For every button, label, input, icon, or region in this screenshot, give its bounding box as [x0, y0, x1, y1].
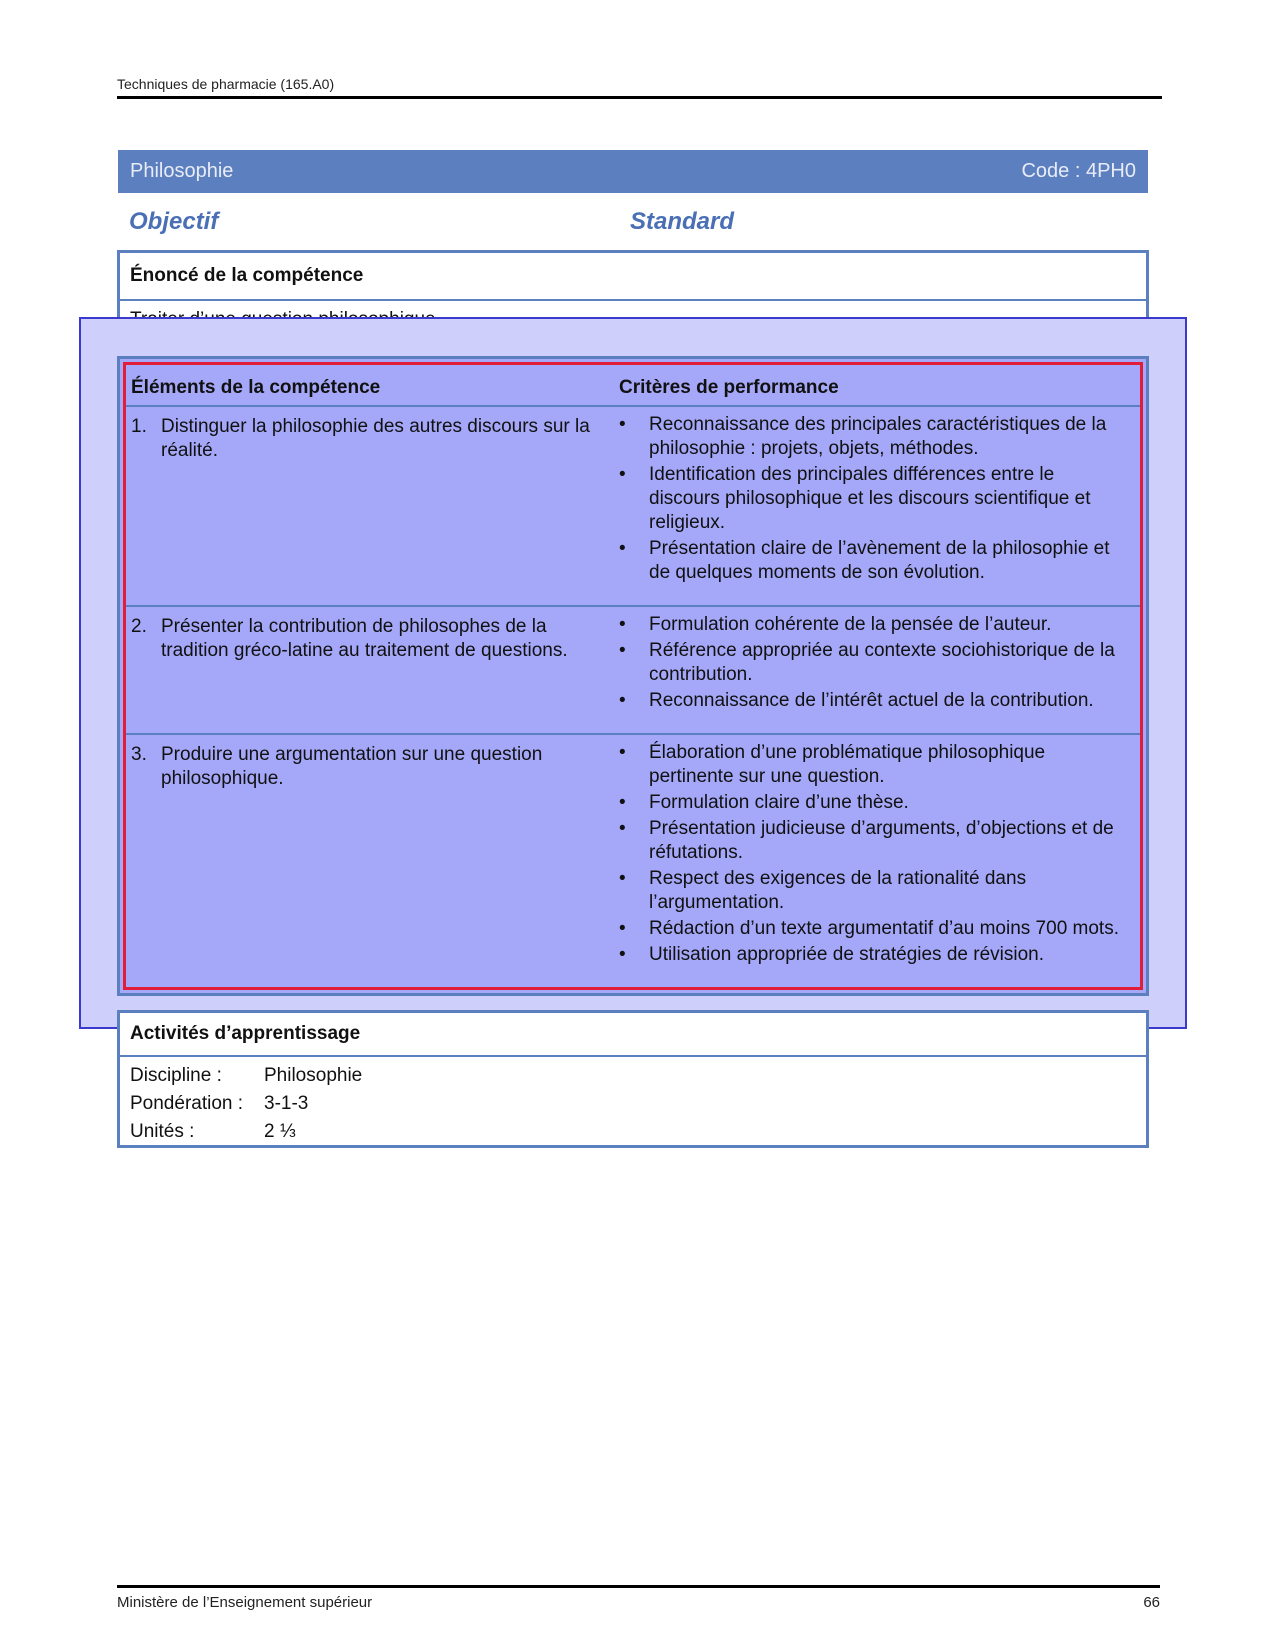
criterion: • Reconnaissance des principales caractéristiques de la philosophie : projets, objets, méthodes. [619, 413, 1119, 461]
element-number: 1. [131, 416, 147, 437]
elements-header: Éléments de la compétence [131, 377, 381, 398]
standard-heading: Standard [630, 208, 735, 235]
criterion: • Référence appropriée au contexte sociohistorique de la contribution. [619, 639, 1119, 687]
element-2 [131, 615, 616, 663]
page-header: Techniques de pharmacie (165.A0) [117, 76, 335, 92]
ponderation-value: 3-1-3 [264, 1093, 309, 1114]
criterion: • Identification des principales différences entre le discours philosophique et les discours scientifique et religieux. [619, 463, 1119, 535]
criteria-list-3 [619, 741, 1119, 969]
criterion: • Reconnaissance de l’intérêt actuel de la contribution. [619, 689, 1119, 713]
element-3 [131, 743, 616, 791]
competence-table [117, 356, 1149, 996]
activities-box [117, 1010, 1149, 1148]
course-name: Philosophie [130, 160, 234, 182]
element-text: Présenter la contribution de philosophes de la tradition gréco-latine au traitement de questions. [161, 616, 568, 661]
table-header [126, 365, 1140, 408]
header-rule [117, 96, 1162, 99]
criterion: • Utilisation appropriée de stratégies de révision. [619, 943, 1119, 967]
criterion: • Respect des exigences de la rationalité dans l’argumentation. [619, 867, 1119, 915]
discipline-label: Discipline : [130, 1065, 222, 1086]
criterion: • Rédaction d’un texte argumentatif d’au moins 700 mots. [619, 917, 1119, 941]
course-bar [118, 150, 1148, 193]
column-headings [129, 208, 759, 238]
ponderation-label: Pondération : [130, 1093, 244, 1114]
element-number: 2. [131, 616, 147, 637]
ponderation-line [120, 1090, 1146, 1118]
criteria-list-2 [619, 613, 1119, 715]
element-number: 3. [131, 744, 147, 765]
criterion: • Présentation claire de l’avènement de la philosophie et de quelques moments de son évolution. [619, 537, 1119, 585]
element-text: Distinguer la philosophie des autres discours sur la réalité. [161, 416, 590, 461]
unites-value: 2 ⅓ [264, 1121, 296, 1142]
activities-title: Activités d’apprentissage [120, 1013, 1146, 1057]
footer-ministry: Ministère de l’Enseignement supérieur [117, 1594, 373, 1611]
element-text: Produire une argumentation sur une question philosophique. [161, 744, 543, 789]
criteria-header: Critères de performance [619, 377, 839, 398]
element-1 [131, 415, 616, 463]
table-row [126, 733, 1140, 992]
criterion: • Élaboration d’une problématique philosophique pertinente sur une question. [619, 741, 1119, 789]
objective-heading: Objectif [129, 208, 219, 235]
unites-line [120, 1118, 1146, 1146]
criterion: • Formulation cohérente de la pensée de l’auteur. [619, 613, 1119, 637]
table-row [126, 605, 1140, 735]
table-row [126, 405, 1140, 607]
competence-table-frame [123, 362, 1143, 990]
page-number: 66 [1143, 1594, 1160, 1611]
criterion: • Présentation judicieuse d’arguments, d’objections et de réfutations. [619, 817, 1119, 865]
criteria-list-1 [619, 413, 1119, 587]
footer-rule [117, 1585, 1160, 1588]
criterion: • Formulation claire d’une thèse. [619, 791, 1119, 815]
enonce-title: Énoncé de la compétence [120, 253, 1146, 301]
page-footer [117, 1594, 1160, 1611]
discipline-value: Philosophie [264, 1065, 363, 1086]
unites-label: Unités : [130, 1121, 195, 1142]
discipline-line [120, 1062, 1146, 1090]
course-code: Code : 4PH0 [1021, 160, 1136, 182]
